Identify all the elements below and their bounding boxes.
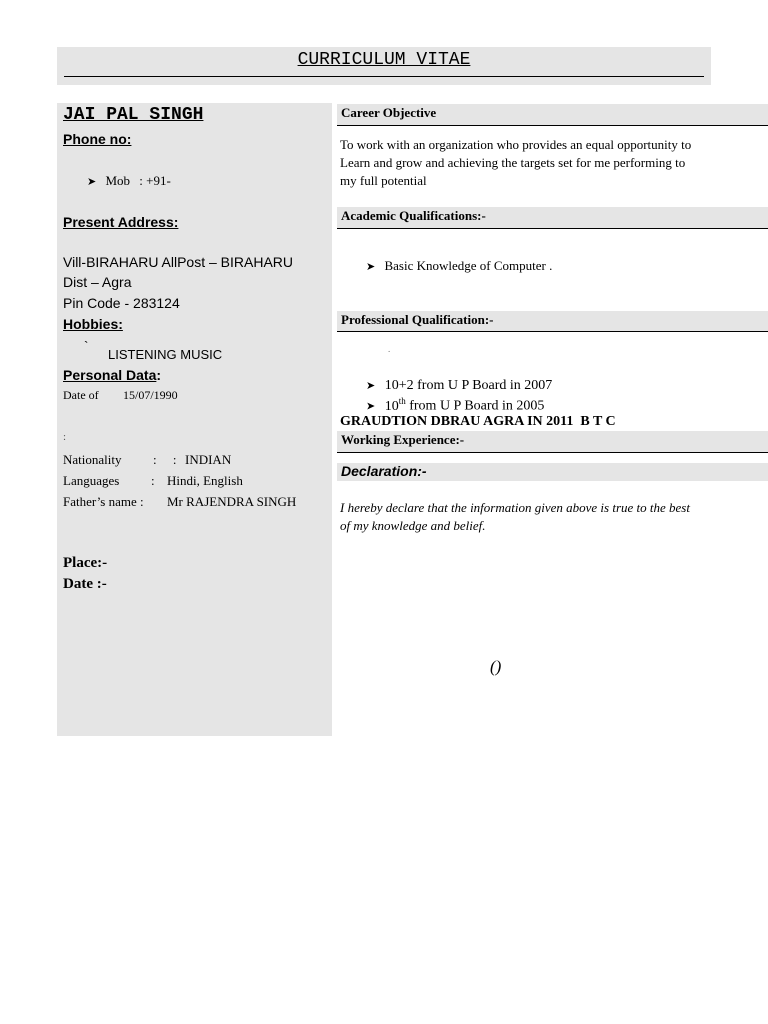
languages-value: Hindi, English [167,473,243,488]
mobile-row [87,173,171,189]
qualification-2-text: from U P Board in 2005 [405,398,545,414]
declaration-band [337,463,768,481]
stray-dot: . [388,344,391,354]
hobby-mark: ` [84,338,89,353]
hobbies-heading: Hobbies: [63,316,123,332]
date-label: Date :- [63,576,107,592]
father-value: Mr RAJENDRA SINGH [167,494,297,509]
title-divider [64,76,704,77]
address-line-3: Pin Code - 283124 [63,295,180,311]
declaration-line-2: of my knowledge and belief. [340,518,486,533]
academic-heading: Academic Qualifications:- [341,208,486,223]
academic-item-text: Basic Knowledge of Computer . [384,258,553,273]
father-label: Father’s name : [63,494,144,509]
stray-colon: : [63,431,67,443]
professional-heading: Professional Qualification:- [341,312,494,327]
bullet-icon: ➤ [366,261,376,273]
left-column [57,103,332,736]
career-line-1: To work with an organization who provides an equal opportunity to [340,137,692,152]
signature-placeholder: () [490,657,502,676]
career-line-2: Learn and grow and achieving the targets set for me performing to [340,155,686,170]
qualification-item-1 [366,378,552,394]
professional-band [337,311,768,332]
mobile-label: Mob [105,173,131,188]
personal-data-colon: : [156,367,162,383]
address-heading: Present Address: [63,214,179,230]
qualification-item-2 [366,396,544,415]
address-line-1: Vill-BIRAHARU AllPost – BIRAHARU [63,254,294,270]
career-objective-band [337,104,768,126]
declaration-line-1: I hereby declare that the information given above is true to the best [340,500,690,515]
hobby-item: LISTENING MUSIC [108,347,223,362]
personal-data-label: Personal Data [63,367,157,383]
nationality-separator: : : [153,452,177,467]
address-line-2: Dist – Agra [63,274,132,290]
career-objective-heading: Career Objective [341,105,437,120]
place-label: Place:- [63,555,108,571]
languages-label: Languages [63,473,120,488]
languages-separator: : [151,473,155,488]
phone-heading: Phone no: [63,131,132,147]
mobile-value: : +91- [139,173,171,188]
graduation-line: GRAUDTION DBRAU AGRA IN 2011 B T C [340,414,616,429]
bullet-icon: ➤ [366,380,376,392]
qualification-2-suffix: th [398,396,406,406]
career-line-3: my full potential [340,173,427,188]
dob-value: 15/07/1990 [123,388,178,402]
qualification-2-number: 10 [384,398,399,414]
experience-band [337,431,768,453]
declaration-heading: Declaration:- [341,463,427,479]
bullet-icon: ➤ [87,176,97,188]
candidate-name: JAI PAL SINGH [63,105,204,125]
nationality-label: Nationality [63,452,122,467]
academic-item [366,258,552,274]
academic-band [337,207,768,229]
title-bar [57,47,711,85]
document-title: CURRICULUM VITAE [297,50,471,70]
nationality-value: INDIAN [185,452,232,467]
bullet-icon: ➤ [366,400,376,413]
dob-label: Date of [63,388,99,402]
experience-heading: Working Experience:- [341,432,465,447]
personal-data-heading [63,367,161,383]
qualification-1-text: 10+2 from U P Board in 2007 [384,378,553,393]
